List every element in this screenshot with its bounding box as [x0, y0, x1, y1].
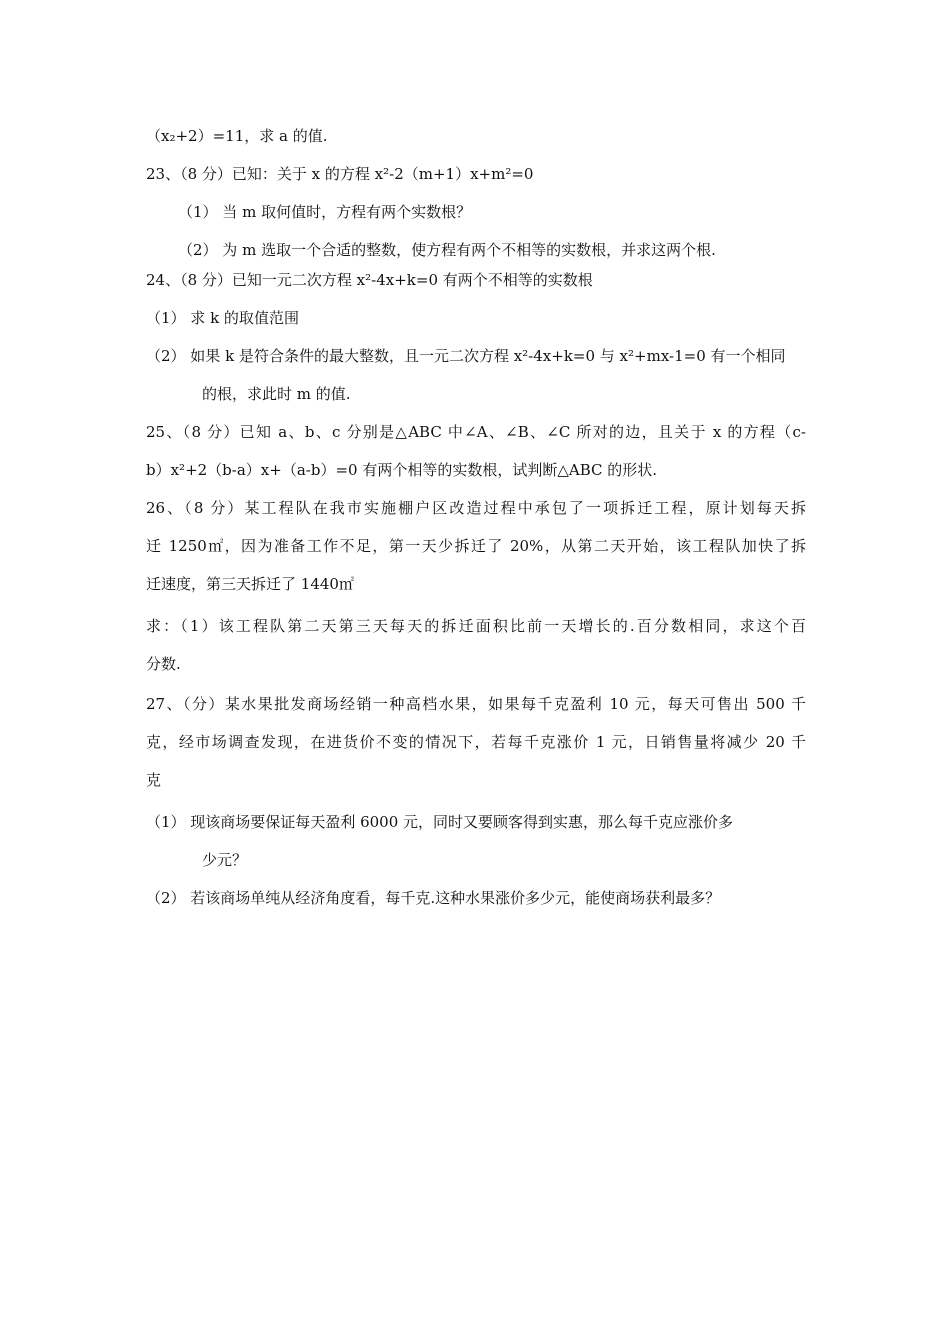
q27-part1: （1） 现该商场要保证每天盈利 6000 元，同时又要顾客得到实惠，那么每千克应涨价多 [146, 813, 734, 831]
q23-part2: （2） 为 m 选取一个合适的整数，使方程有两个不相等的实数根，并求这两个根. [178, 241, 716, 259]
q22-tail: （x₂+2）=11，求 a 的值. [146, 127, 328, 145]
q23-stem: 23、（8 分）已知：关于 x 的方程 x²-2（m+1）x+m²=0 [146, 165, 534, 183]
q23-part1: （1） 当 m 取何值时，方程有两个实数根？ [178, 203, 472, 221]
q26-line3: 迁速度，第三天拆迁了 1440㎡ [146, 575, 354, 593]
q27-line2: 克，经市场调查发现，在进货价不变的情况下，若每千克涨价 1 元，日销售量将减少 20 千 [146, 733, 806, 751]
q27-part2: （2） 若该商场单纯从经济角度看，每千克.这种水果涨价多少元，能使商场获利最多？ [146, 889, 721, 907]
q26-ask-cont: 分数. [146, 655, 181, 673]
q27-line3: 克 [146, 771, 162, 789]
q24-part2: （2） 如果 k 是符合条件的最大整数，且一元二次方程 x²-4x+k=0 与 x²+mx-1=0 有一个相同 [146, 347, 786, 365]
q27-part1-cont: 少元？ [202, 851, 248, 869]
q25-line2: b）x²+2（b-a）x+（a-b）=0 有两个相等的实数根，试判断△ABC 的形状. [146, 461, 658, 479]
q24-part2-cont: 的根，求此时 m 的值. [202, 385, 351, 403]
q26-ask: 求：（1）该工程队第二天第三天每天的拆迁面积比前一天增长的.百分数相同，求这个百 [146, 617, 806, 635]
q26-line2: 迁 1250㎡，因为准备工作不足，第一天少拆迁了 20%，从第二天开始，该工程队加快了拆 [146, 537, 806, 555]
q24-part1: （1） 求 k 的取值范围 [146, 309, 299, 327]
q24-stem: 24、（8 分）已知一元二次方程 x²-4x+k=0 有两个不相等的实数根 [146, 271, 593, 289]
q27-line1: 27、（分）某水果批发商场经销一种高档水果，如果每千克盈利 10 元，每天可售出 500 千 [146, 695, 806, 713]
q25-line1: 25、（8 分）已知 a、b、c 分别是△ABC 中∠A、∠B、∠C 所对的边，且关于 x 的方程（c- [146, 423, 806, 441]
q26-line1: 26、（8 分）某工程队在我市实施棚户区改造过程中承包了一项拆迁工程，原计划每天拆 [146, 499, 806, 517]
